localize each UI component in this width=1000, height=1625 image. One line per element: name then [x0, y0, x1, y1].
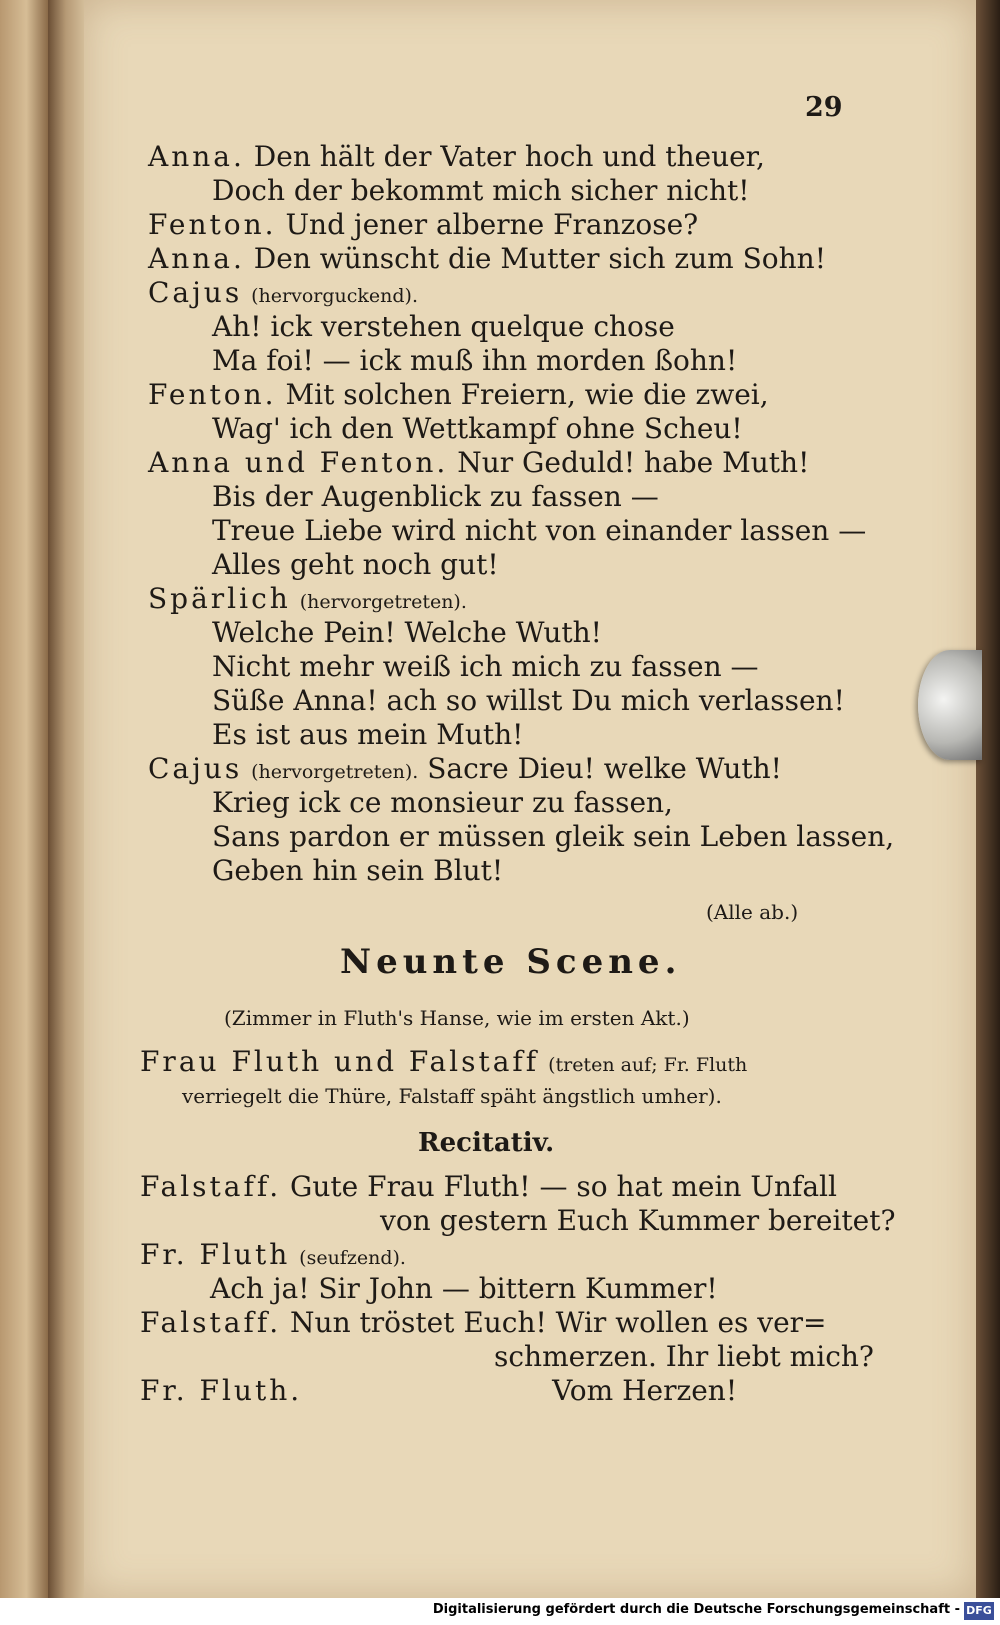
- speaker-label: Anna und Fenton.: [148, 446, 449, 479]
- speaker-label: Falstaff.: [140, 1306, 282, 1339]
- verse-line: Es ist aus mein Muth!: [212, 718, 524, 751]
- stage-direction: (hervorgetreten).: [299, 591, 467, 613]
- speaker-label: Cajus: [148, 752, 243, 785]
- page-clip: [918, 650, 982, 760]
- stage-direction: (treten auf; Fr. Fluth: [548, 1054, 748, 1076]
- verse-text: Und jener alberne Franzose?: [285, 208, 699, 241]
- speaker-label: Fenton.: [148, 208, 277, 241]
- left-page-edge: [0, 0, 48, 1598]
- right-page-edge: [976, 0, 1000, 1598]
- stage-direction: verriegelt die Thüre, Falstaff späht ängstlich umher).: [182, 1084, 722, 1108]
- verse-line: Wag' ich den Wettkampf ohne Scheu!: [212, 412, 743, 445]
- line-falstaff-2: [140, 1306, 827, 1340]
- verse-line: Doch der bekommt mich sicher nicht!: [212, 174, 750, 207]
- stage-direction: (seufzend).: [299, 1247, 406, 1269]
- verse-line: Süße Anna! ach so willst Du mich verlassen!: [212, 684, 845, 717]
- verse-line: Ach ja! Sir John — bittern Kummer!: [210, 1272, 718, 1305]
- line-fenton-1: [148, 208, 698, 242]
- verse-line: Geben hin sein Blut!: [212, 854, 504, 887]
- verse-line: Alles geht noch gut!: [212, 548, 499, 581]
- speaker-label: Spärlich: [148, 582, 291, 615]
- verse-text: Nur Geduld! habe Muth!: [457, 446, 810, 479]
- recitativ-heading: Recitativ.: [418, 1128, 555, 1158]
- speaker-label: Cajus: [148, 276, 243, 309]
- verse-line: Nicht mehr weiß ich mich zu fassen —: [212, 650, 759, 683]
- verse-line: schmerzen. Ihr liebt mich?: [494, 1340, 874, 1373]
- scene-entrance: [140, 1045, 747, 1082]
- line-anna-fenton: [148, 446, 809, 480]
- verse-text: Den hält der Vater hoch und theuer,: [253, 140, 765, 173]
- speaker-label: Frau Fluth und Falstaff: [140, 1045, 540, 1078]
- verse-line: Welche Pein! Welche Wuth!: [212, 616, 602, 649]
- verse-text: Vom Herzen!: [552, 1374, 738, 1407]
- line-anna-1: [148, 140, 765, 174]
- stage-direction: (hervorgetreten).: [251, 761, 419, 783]
- exit-direction: (Alle ab.): [706, 900, 799, 924]
- line-spaerlich: [148, 582, 467, 619]
- speaker-label: Falstaff.: [140, 1170, 282, 1203]
- book-gutter: [48, 0, 88, 1598]
- line-cajus-2: [148, 752, 782, 789]
- line-fluth-2: [140, 1374, 737, 1408]
- line-anna-2: [148, 242, 826, 276]
- verse-text: Gute Frau Fluth! — so hat mein Unfall: [290, 1170, 837, 1203]
- verse-line: Krieg ick ce monsieur zu fassen,: [212, 786, 673, 819]
- verse-line: von gestern Euch Kummer bereitet?: [380, 1204, 896, 1237]
- line-fenton-2: [148, 378, 769, 412]
- verse-line: Bis der Augenblick zu fassen —: [212, 480, 659, 513]
- stage-direction: (hervorguckend).: [251, 285, 418, 307]
- dfg-logo: DFG: [964, 1602, 994, 1620]
- speaker-label: Anna.: [148, 140, 245, 173]
- verse-line: Treue Liebe wird nicht von einander lassen —: [212, 514, 867, 547]
- line-fluth-1: [140, 1238, 406, 1275]
- scene-title: Neunte Scene.: [340, 942, 682, 982]
- funding-credit: Digitalisierung gefördert durch die Deutsche Forschungsgemeinschaft -: [432, 1602, 960, 1617]
- verse-text: Sacre Dieu! welke Wuth!: [427, 752, 782, 785]
- speaker-label: Fr. Fluth.: [140, 1374, 303, 1407]
- speaker-label: Fenton.: [148, 378, 277, 411]
- verse-text: Mit solchen Freiern, wie die zwei,: [285, 378, 769, 411]
- verse-text: Nun tröstet Euch! Wir wollen es ver=: [290, 1306, 827, 1339]
- speaker-label: Fr. Fluth: [140, 1238, 291, 1271]
- page-number: 29: [805, 92, 843, 123]
- line-cajus-1: [148, 276, 418, 313]
- verse-line: Ma foi! — ick muß ihn morden ßohn!: [212, 344, 738, 377]
- scene-setting: (Zimmer in Fluth's Hanse, wie im ersten Akt.): [224, 1006, 690, 1030]
- verse-line: Ah! ick verstehen quelque chose: [212, 310, 675, 343]
- footer-bar: [0, 1598, 1000, 1625]
- verse-line: Sans pardon er müssen gleik sein Leben lassen,: [212, 820, 895, 853]
- speaker-label: Anna.: [148, 242, 245, 275]
- line-falstaff-1: [140, 1170, 837, 1204]
- verse-text: Den wünscht die Mutter sich zum Sohn!: [253, 242, 826, 275]
